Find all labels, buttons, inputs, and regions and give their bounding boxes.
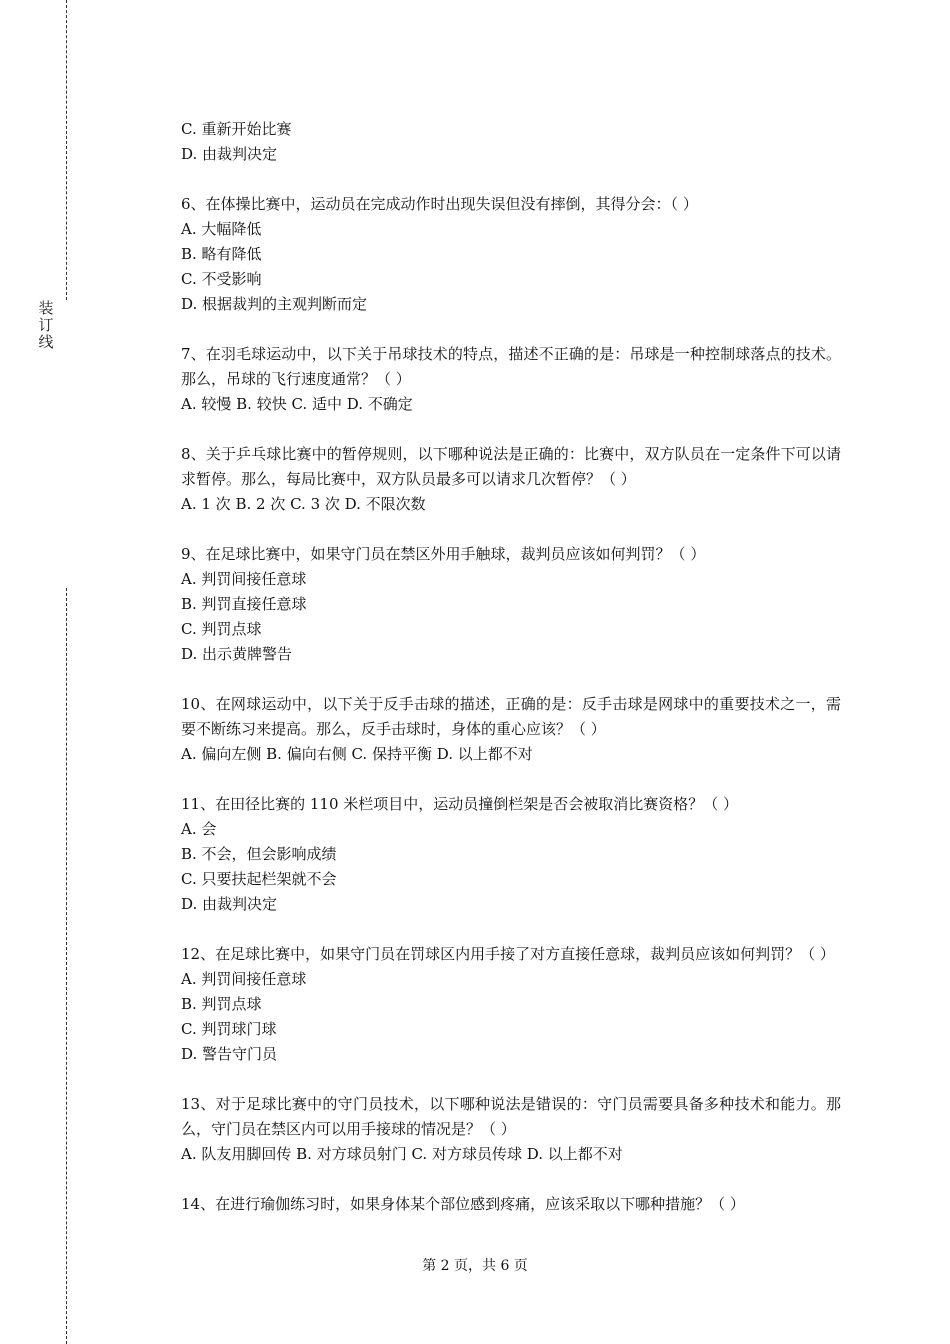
question-8 [181,442,841,517]
option: C. 重新开始比赛 [181,120,292,138]
question-5-continued [181,117,841,167]
question-stem: 14、在进行瑜伽练习时，如果身体某个部位感到疼痛，应该采取以下哪种措施？（ ） [181,1195,745,1213]
question-10 [181,692,841,767]
question-list [181,117,841,1242]
question-stem: 6、在体操比赛中，运动员在完成动作时出现失误但没有摔倒，其得分会：（ ） [181,195,698,213]
option: C. 判罚点球 [181,620,262,638]
option: B. 判罚点球 [181,995,262,1013]
option: C. 只要扶起栏架就不会 [181,870,337,888]
binding-char: 装 [38,299,54,317]
question-stem: 10、在网球运动中，以下关于反手击球的描述，正确的是：反手击球是网球中的重要技术之一，需要不断练习来提高。那么，反手击球时，身体的重心应该？（ ） [181,695,841,738]
binding-line-top [66,0,67,300]
question-stem: 11、在田径比赛的 110 米栏项目中，运动员撞倒栏架是否会被取消比赛资格？（ ） [181,795,739,813]
option: D. 出示黄牌警告 [181,645,293,663]
binding-label [36,300,56,351]
question-11 [181,792,841,917]
option: A. 判罚间接任意球 [181,570,307,588]
option: A. 1 次 B. 2 次 C. 3 次 D. 不限次数 [181,495,426,513]
option: C. 不受影响 [181,270,262,288]
question-stem: 13、对于足球比赛中的守门员技术，以下哪种说法是错误的：守门员需要具备多种技术和能力。那么，守门员在禁区内可以用手接球的情况是？（ ） [181,1095,841,1138]
option: A. 判罚间接任意球 [181,970,307,988]
question-stem: 8、关于乒乓球比赛中的暂停规则，以下哪种说法是正确的：比赛中，双方队员在一定条件下可以请求暂停。那么，每局比赛中，双方队员最多可以请求几次暂停？（ ） [181,445,841,488]
option: A. 较慢 B. 较快 C. 适中 D. 不确定 [181,395,413,413]
question-9 [181,542,841,667]
binding-line-bottom [66,588,67,1344]
option: D. 根据裁判的主观判断而定 [181,295,368,313]
question-12 [181,942,841,1067]
question-14 [181,1192,841,1217]
question-stem: 9、在足球比赛中，如果守门员在禁区外用手触球，裁判员应该如何判罚？（ ） [181,545,706,563]
question-stem: 7、在羽毛球运动中，以下关于吊球技术的特点，描述不正确的是：吊球是一种控制球落点的技术。那么，吊球的飞行速度通常？（ ） [181,345,841,388]
question-13 [181,1092,841,1167]
question-stem: 12、在足球比赛中，如果守门员在罚球区内用手接了对方直接任意球，裁判员应该如何判罚？（ ） [181,945,835,963]
question-6 [181,192,841,317]
option: A. 队友用脚回传 B. 对方球员射门 C. 对方球员传球 D. 以上都不对 [181,1145,623,1163]
option: B. 略有降低 [181,245,262,263]
option: C. 判罚球门球 [181,1020,277,1038]
option: A. 偏向左侧 B. 偏向右侧 C. 保持平衡 D. 以上都不对 [181,745,533,763]
question-7 [181,342,841,417]
binding-char: 线 [38,333,54,351]
option: D. 由裁判决定 [181,895,278,913]
option: B. 不会，但会影响成绩 [181,845,337,863]
page-number: 第 2 页，共 6 页 [422,1258,528,1274]
option: A. 大幅降低 [181,220,262,238]
option: A. 会 [181,820,217,838]
option: B. 判罚直接任意球 [181,595,307,613]
binding-char: 订 [38,316,54,334]
option: D. 由裁判决定 [181,145,278,163]
option: D. 警告守门员 [181,1045,278,1063]
